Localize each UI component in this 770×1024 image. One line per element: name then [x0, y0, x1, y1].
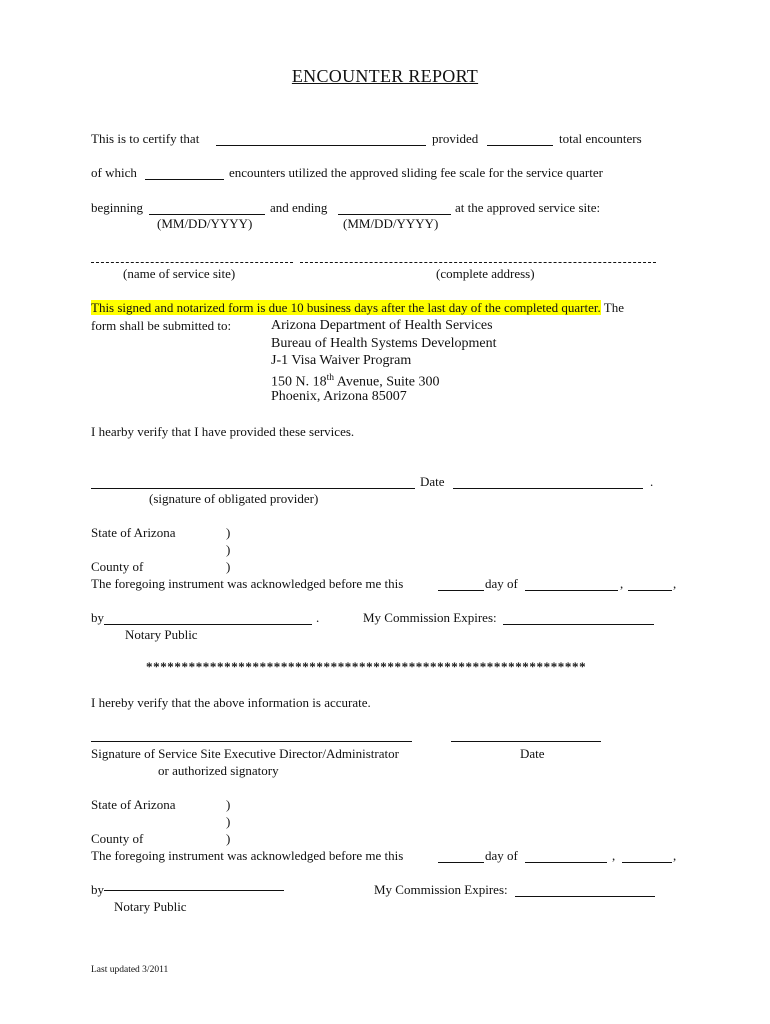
cert-text-3b: and ending [270, 200, 328, 215]
notary1-commission-field[interactable] [503, 624, 654, 625]
notary2-by-field[interactable] [104, 890, 284, 891]
provider-name-field[interactable] [216, 145, 426, 146]
provider-verify-text: I hearby verify that I have provided these services. [91, 424, 355, 439]
due-notice [91, 300, 624, 316]
notary1-notary-label: Notary Public [125, 627, 198, 642]
address-line-3: J-1 Visa Waiver Program [271, 353, 412, 368]
provider-date-label: Date [420, 474, 445, 489]
site-verify-text: I hereby verify that the above information is accurate. [91, 695, 371, 710]
provider-date-field[interactable] [453, 488, 643, 489]
notary1-county: County of [91, 559, 144, 574]
service-site-name-field[interactable] [91, 262, 293, 263]
cert-text-1c: total encounters [559, 131, 642, 146]
notary1-state: State of Arizona [91, 525, 176, 540]
cert-text-3a: beginning [91, 200, 143, 215]
beginning-date-field[interactable] [149, 214, 265, 215]
cert-text-2a: of which [91, 165, 137, 180]
notary1-commission-label: My Commission Expires: [363, 610, 497, 625]
date-format-hint-1: (MM/DD/YYYY) [157, 216, 253, 231]
site-signature-label: Signature of Service Site Executive Director/Administrator [91, 746, 399, 761]
address-line-5: Phoenix, Arizona 85007 [271, 389, 407, 404]
notary2-day-of: day of [485, 848, 518, 863]
cert-text-3c: at the approved service site: [455, 200, 601, 215]
provider-signature-field[interactable] [91, 488, 415, 489]
address-label: (complete address) [436, 266, 535, 281]
notary1-ack-text: The foregoing instrument was acknowledged before me this [91, 576, 404, 591]
page-title: ENCOUNTER REPORT [291, 66, 479, 86]
notary1-month-field[interactable] [525, 590, 618, 591]
last-updated: Last updated 3/2011 [91, 965, 169, 975]
total-encounters-field[interactable] [487, 145, 553, 146]
cert-text-1a: This is to certify that [91, 131, 200, 146]
notary2-comma-2: , [673, 848, 677, 863]
due-notice-tail: The [600, 300, 624, 315]
date-format-hint-2: (MM/DD/YYYY) [343, 216, 439, 231]
notary1-by: by [91, 610, 104, 625]
provider-date-period: . [650, 474, 654, 489]
address-line-2: Bureau of Health Systems Development [271, 336, 497, 351]
notary1-paren-1: ) [226, 525, 231, 540]
notary2-paren-1: ) [226, 797, 231, 812]
notary1-by-field[interactable] [104, 624, 312, 625]
address-line-4: 150 N. 18th Avenue, Suite 300 [271, 373, 440, 390]
sliding-fee-encounters-field[interactable] [145, 179, 224, 180]
provider-signature-label: (signature of obligated provider) [149, 491, 319, 506]
ending-date-field[interactable] [338, 214, 451, 215]
cert-text-2b: encounters utilized the approved sliding fee scale for the service quarter [229, 165, 603, 180]
site-date-label: Date [520, 746, 545, 761]
site-date-field[interactable] [451, 741, 601, 742]
notary2-notary-label: Notary Public [114, 899, 187, 914]
notary2-commission-field[interactable] [515, 896, 655, 897]
notary1-paren-2: ) [226, 542, 231, 557]
notary2-paren-3: ) [226, 831, 231, 846]
notary1-paren-3: ) [226, 559, 231, 574]
site-signature-label-2: or authorized signatory [158, 763, 279, 778]
notary1-year-field[interactable] [628, 590, 672, 591]
notary1-day-field[interactable] [438, 590, 484, 591]
notary2-county: County of [91, 831, 144, 846]
notary1-by-period: . [316, 610, 320, 625]
notary2-day-field[interactable] [438, 862, 484, 863]
notary2-paren-2: ) [226, 814, 231, 829]
notary2-month-field[interactable] [525, 862, 607, 863]
service-site-label: (name of service site) [123, 266, 236, 281]
notary2-ack-text: The foregoing instrument was acknowledged before me this [91, 848, 404, 863]
due-notice-highlight: This signed and notarized form is due 10 business days after the last day of the completed quarter. [91, 300, 601, 315]
star-separator: ************************************************************** [146, 659, 587, 674]
notary2-commission-label: My Commission Expires: [374, 882, 508, 897]
notary2-year-field[interactable] [622, 862, 672, 863]
notary2-comma-1: , [612, 848, 616, 863]
notary2-state: State of Arizona [91, 797, 176, 812]
notary1-comma-2: , [673, 576, 677, 591]
notary1-comma-1: , [620, 576, 624, 591]
notary1-day-of: day of [485, 576, 518, 591]
cert-text-1b: provided [432, 131, 479, 146]
site-director-signature-field[interactable] [91, 741, 412, 742]
service-site-address-field[interactable] [300, 262, 656, 263]
notary2-by: by [91, 882, 104, 897]
submit-to-label: form shall be submitted to: [91, 318, 232, 333]
address-line-1: Arizona Department of Health Services [271, 318, 493, 333]
